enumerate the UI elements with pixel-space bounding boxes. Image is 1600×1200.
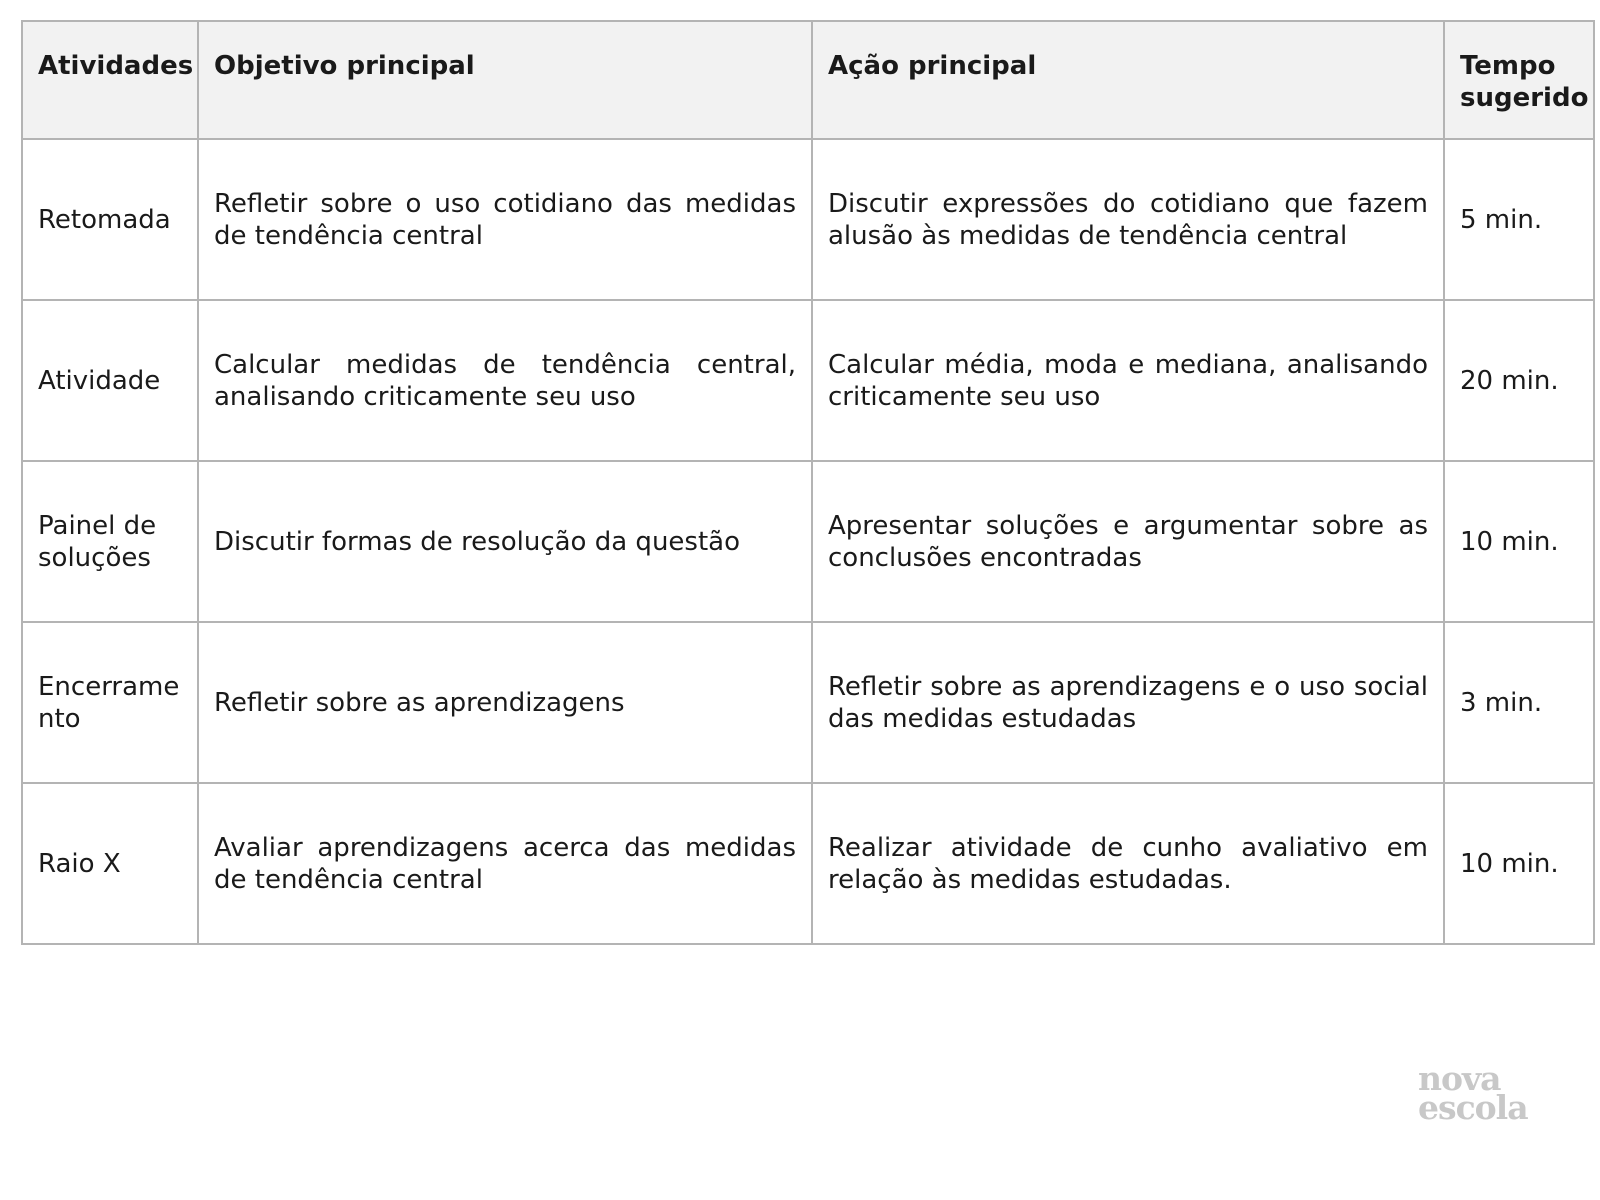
table-row xyxy=(22,622,1594,783)
header-activities: Atividades xyxy=(22,21,198,139)
table-row xyxy=(22,783,1594,944)
header-main-action: Ação principal xyxy=(812,21,1444,139)
cell-time: 3 min. xyxy=(1444,622,1594,783)
header-row xyxy=(22,21,1594,139)
cell-action: Refletir sobre as aprendizagens e o uso social das medidas estudadas xyxy=(812,622,1444,783)
cell-objective: Avaliar aprendizagens acerca das medidas de tendência central xyxy=(198,783,812,944)
cell-time: 20 min. xyxy=(1444,300,1594,461)
cell-action: Realizar atividade de cunho avaliativo em relação às medidas estudadas. xyxy=(812,783,1444,944)
cell-time: 10 min. xyxy=(1444,461,1594,622)
cell-objective: Refletir sobre o uso cotidiano das medidas de tendência central xyxy=(198,139,812,300)
cell-objective: Discutir formas de resolução da questão xyxy=(198,461,812,622)
table-row xyxy=(22,300,1594,461)
cell-action: Calcular média, moda e mediana, analisando criticamente seu uso xyxy=(812,300,1444,461)
cell-objective: Calcular medidas de tendência central, analisando criticamente seu uso xyxy=(198,300,812,461)
lesson-plan-table xyxy=(21,20,1595,945)
nova-escola-logo xyxy=(1418,1059,1538,1127)
cell-objective: Refletir sobre as aprendizagens xyxy=(198,622,812,783)
logo-line-escola: escola xyxy=(1418,1088,1528,1127)
cell-activity: Painel de soluções xyxy=(22,461,198,622)
cell-action: Discutir expressões do cotidiano que fazem alusão às medidas de tendência central xyxy=(812,139,1444,300)
table-row xyxy=(22,139,1594,300)
header-suggested-time: Tempo sugerido xyxy=(1444,21,1594,139)
table-body xyxy=(22,139,1594,944)
cell-time: 10 min. xyxy=(1444,783,1594,944)
cell-activity: Retomada xyxy=(22,139,198,300)
cell-action: Apresentar soluções e argumentar sobre as conclusões encontradas xyxy=(812,461,1444,622)
cell-activity: Encerrame nto xyxy=(22,622,198,783)
header-main-objective: Objetivo principal xyxy=(198,21,812,139)
table-row xyxy=(22,461,1594,622)
cell-time: 5 min. xyxy=(1444,139,1594,300)
table-header xyxy=(22,21,1594,139)
cell-activity: Raio X xyxy=(22,783,198,944)
cell-activity: Atividade xyxy=(22,300,198,461)
logo-line-nova: nova xyxy=(1418,1059,1501,1098)
